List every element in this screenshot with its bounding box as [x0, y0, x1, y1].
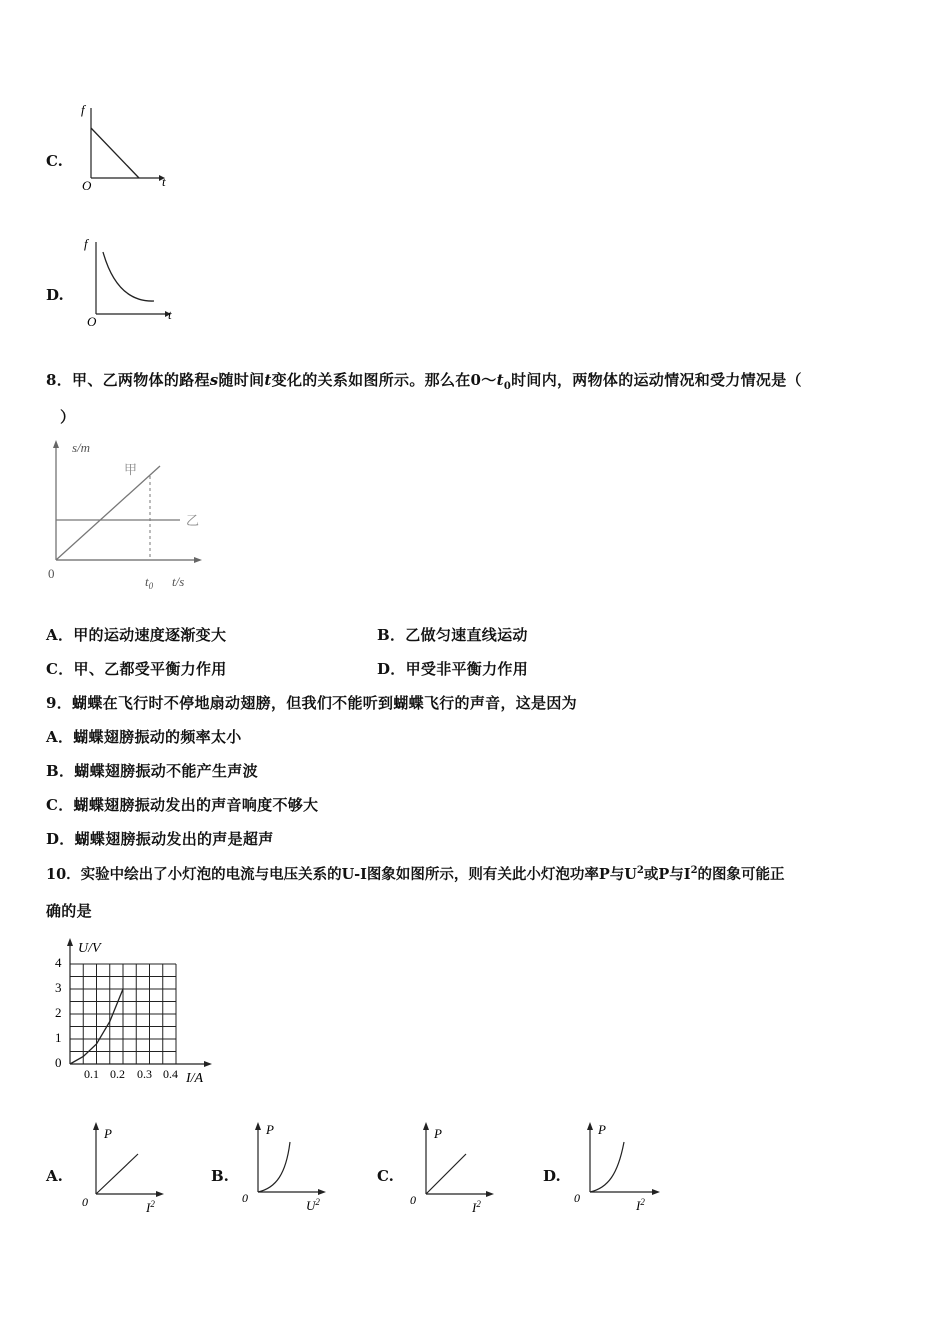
origin-label: O	[82, 178, 92, 192]
q10-stem: 10．实验中绘出了小灯泡的电流与电压关系的U-I图象如图所示，则有关此小灯泡功率P与$U^2$或P与$I^2$的图象可能正	[46, 865, 785, 883]
svg-text:I2: $I^2$	[472, 1199, 481, 1215]
y-tick-3: 3	[55, 980, 62, 995]
q10-option-a-graph[interactable]	[78, 1118, 178, 1218]
svg-text:U2: $U^2$	[306, 1197, 320, 1213]
axis-label-f: f	[84, 236, 88, 251]
decay-curve	[103, 252, 154, 301]
series-jia-label: 甲	[124, 462, 138, 477]
q9-option-c[interactable]: C．蝴蝶翅膀振动发出的声音响度不够大	[46, 796, 319, 814]
x-tick-0.3: 0.3	[137, 1067, 152, 1081]
q10-ui-graph	[40, 936, 220, 1088]
q8-option-a[interactable]: A．甲的运动速度逐渐变大	[46, 626, 227, 644]
svg-text:0: 0	[410, 1193, 416, 1207]
q8-option-d[interactable]: D．甲受非平衡力作用	[377, 660, 529, 678]
svg-text:0: 0	[242, 1191, 248, 1205]
q10-option-b-label[interactable]: B.	[211, 1167, 229, 1185]
x-tick-0.1: 0.1	[84, 1067, 99, 1081]
concave-up-curve	[590, 1142, 624, 1192]
axis-label-t: t	[168, 307, 172, 322]
q8-stem: 8．甲、乙两物体的路程s随时间t变化的关系如图所示。那么在$0\sim t_0$时间内，两物体的运动情况和受力情况是（	[46, 371, 802, 392]
svg-text:0: 0	[574, 1191, 580, 1205]
svg-text:P: P	[434, 1126, 442, 1141]
y-tick-0: 0	[55, 1055, 62, 1070]
axis-label-f: f	[81, 102, 85, 117]
q9-stem: 9．蝴蝶在飞行时不停地扇动翅膀，但我们不能听到蝴蝶飞行的声音，这是因为	[46, 694, 577, 712]
origin-label: 0	[48, 566, 55, 581]
t0-label: $t_0$	[145, 574, 154, 591]
q10-option-d-graph[interactable]	[572, 1118, 672, 1218]
svg-text:P: P	[598, 1122, 606, 1137]
y-tick-4: 4	[55, 955, 62, 970]
q8-graph	[40, 436, 220, 596]
svg-text:P: P	[266, 1122, 274, 1137]
y-axis-label: U/V	[78, 941, 101, 956]
linear-line	[96, 1154, 138, 1194]
x-tick-0.4: 0.4	[163, 1067, 178, 1081]
q8-option-b[interactable]: B．乙做匀速直线运动	[377, 626, 528, 644]
option-d-label: D.	[46, 286, 64, 304]
y-tick-2: 2	[55, 1005, 62, 1020]
q10-option-d-label[interactable]: D.	[543, 1167, 561, 1185]
option-c-label: C.	[46, 152, 63, 170]
q9-option-a[interactable]: A．蝴蝶翅膀振动的频率太小	[46, 728, 242, 746]
x-axis-label: t/s	[172, 574, 185, 589]
svg-text:P: P	[104, 1126, 112, 1141]
y-tick-1: 1	[55, 1030, 62, 1045]
q8-stem-close: ）	[60, 408, 76, 426]
concave-up-curve	[258, 1142, 290, 1192]
decreasing-line	[91, 128, 139, 178]
q10-option-c-label[interactable]: C.	[377, 1167, 394, 1185]
svg-text:0: 0	[82, 1195, 88, 1209]
svg-text:I2: $I^2$	[636, 1197, 645, 1213]
x-tick-0.2: 0.2	[110, 1067, 125, 1081]
series-jia-line	[56, 466, 160, 560]
origin-label: O	[87, 314, 97, 328]
series-yi-label: 乙	[186, 513, 200, 528]
option-d-graph	[76, 236, 186, 328]
y-axis-label: s/m	[72, 440, 91, 455]
linear-line	[426, 1154, 466, 1194]
q10-option-c-graph[interactable]	[406, 1118, 506, 1218]
q8-option-c[interactable]: C．甲、乙都受平衡力作用	[46, 660, 227, 678]
q10-option-a-label[interactable]: A.	[46, 1167, 63, 1185]
option-c-graph	[70, 100, 180, 192]
x-axis-label: I/A	[186, 1071, 204, 1086]
q10-stem-line2: 确的是	[46, 902, 92, 920]
svg-text:I2: $I^2$	[146, 1199, 155, 1215]
axis-label-t: t	[162, 174, 166, 189]
q9-option-b[interactable]: B．蝴蝶翅膀振动不能产生声波	[46, 762, 258, 780]
q9-option-d[interactable]: D．蝴蝶翅膀振动发出的声是超声	[46, 830, 274, 848]
q10-option-b-graph[interactable]	[240, 1118, 340, 1218]
